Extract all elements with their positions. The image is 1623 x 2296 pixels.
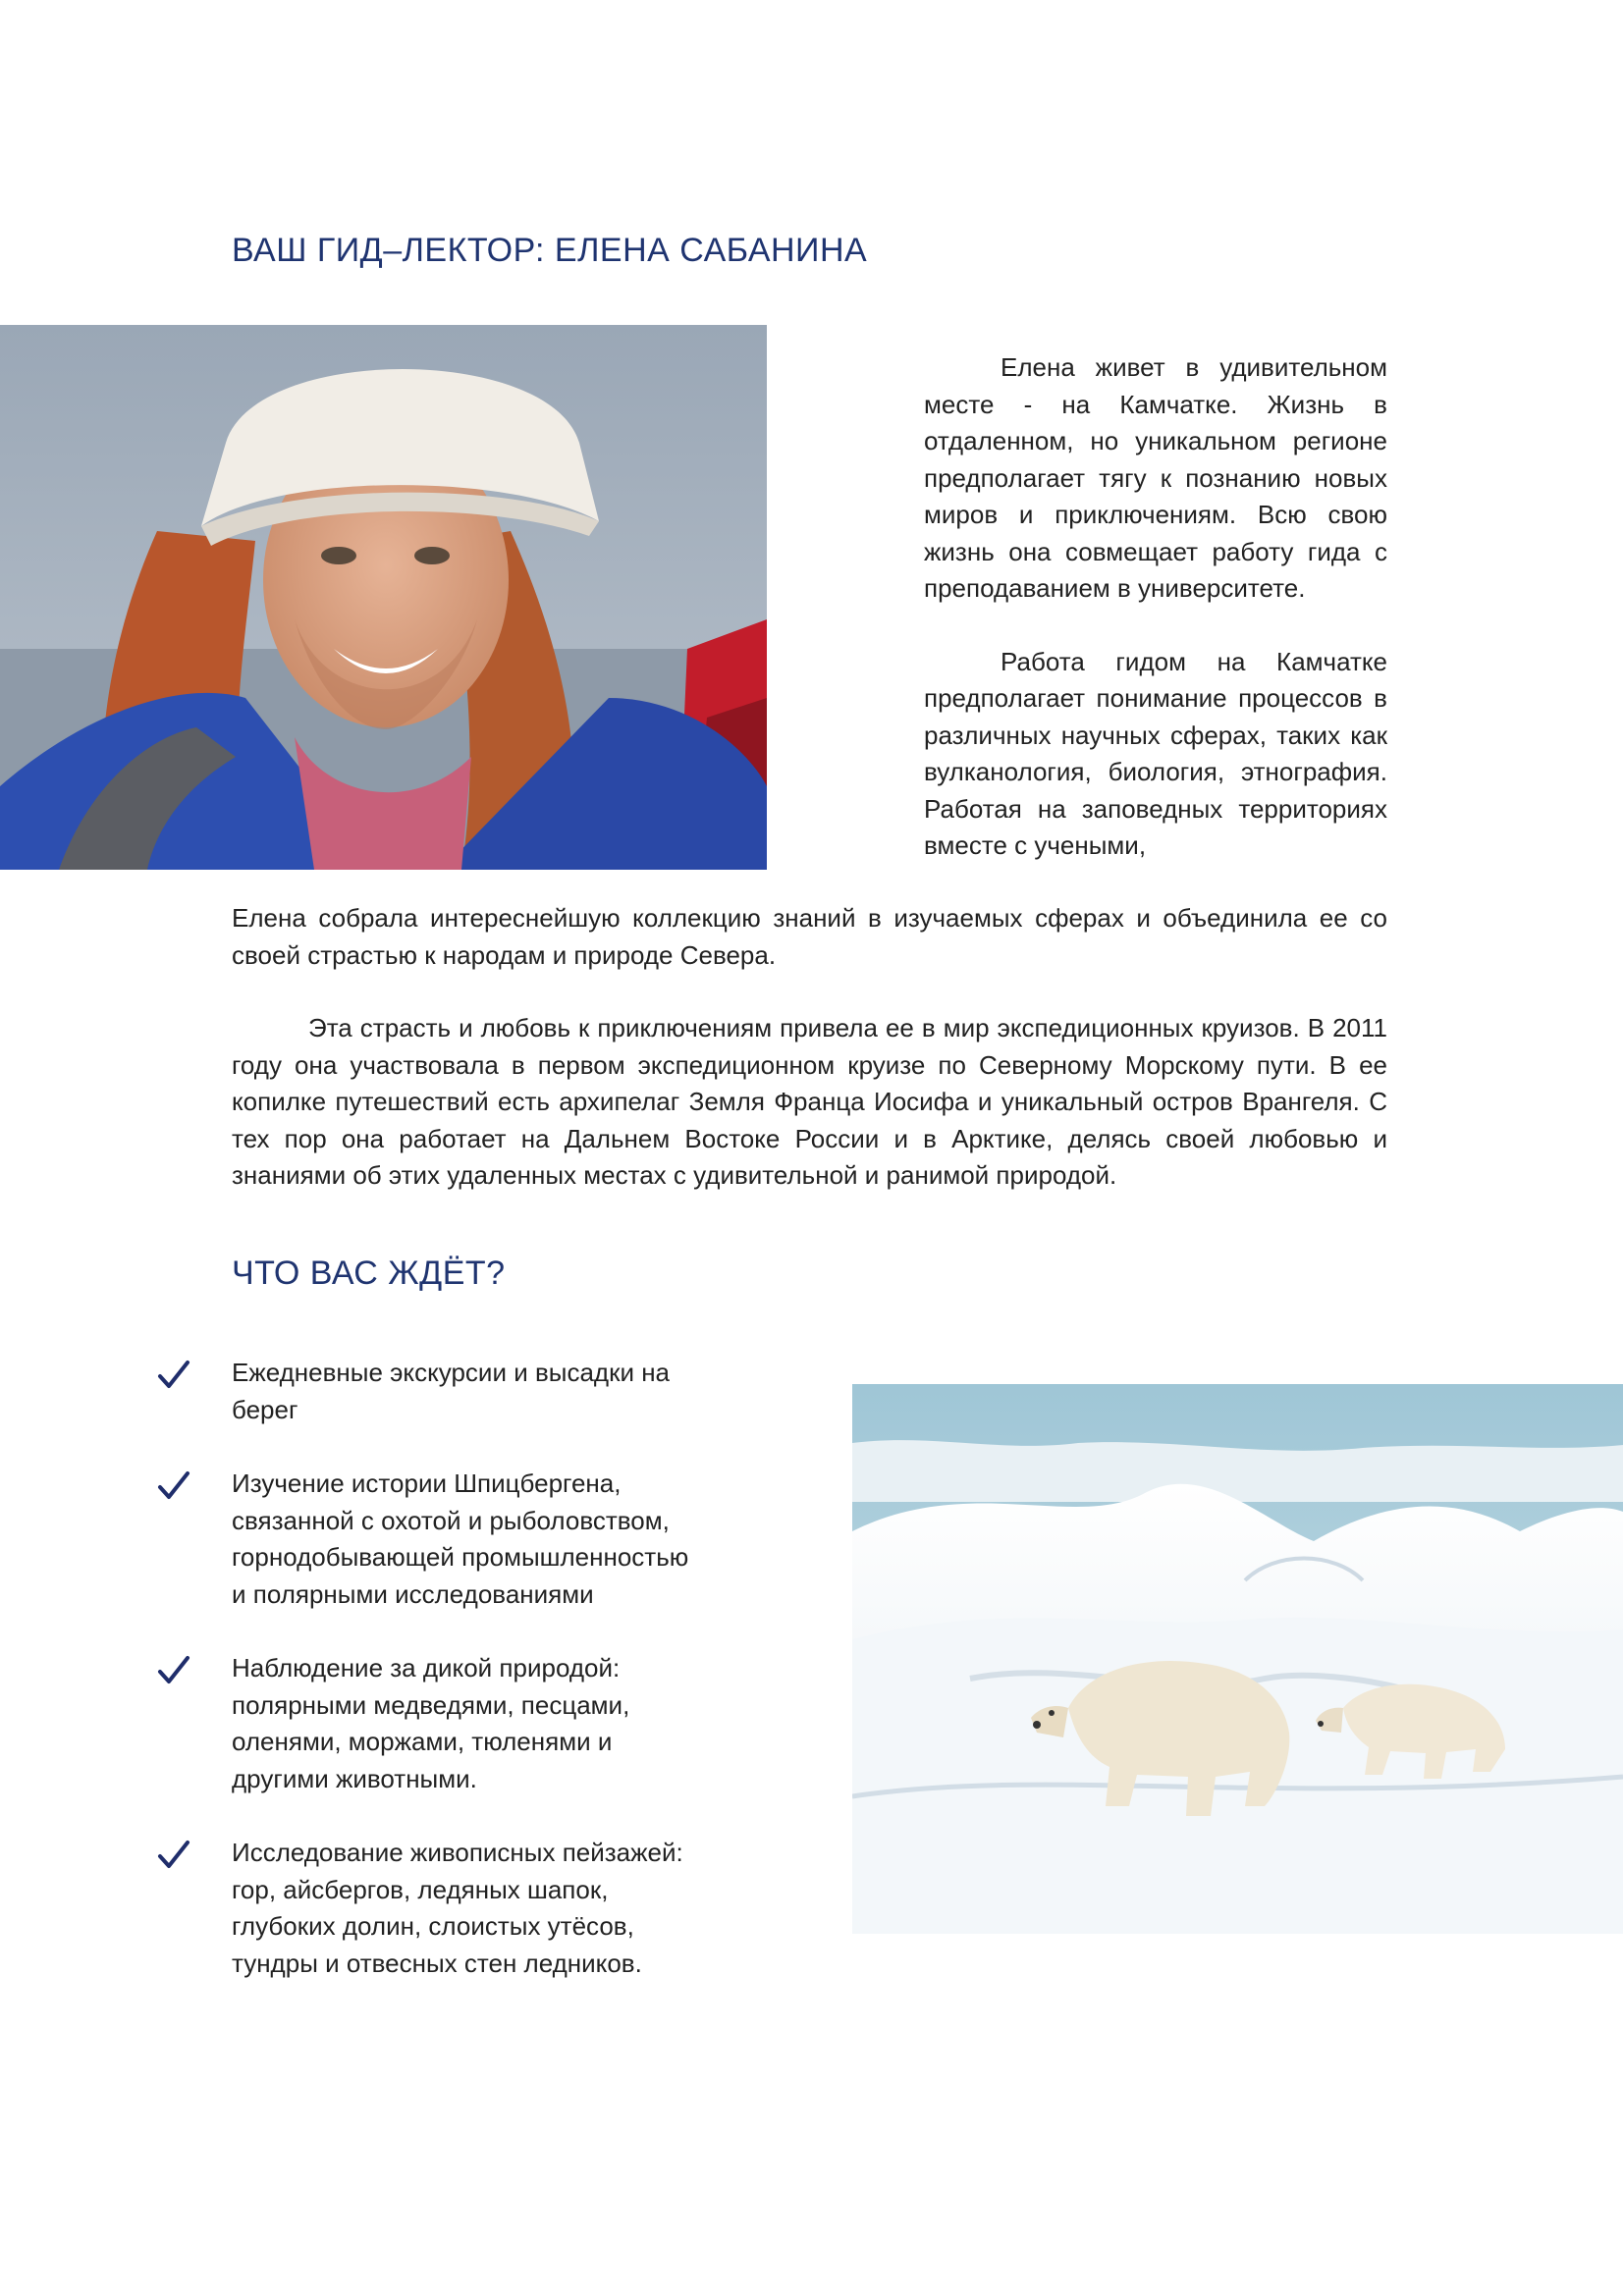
expectations-list xyxy=(147,1355,697,1982)
list-item-text: Исследование живописных пейзажей: гор, айсбергов, ледяных шапок, глубоких долин, слоистых утёсов, тундры и отвесных стен ледников. xyxy=(232,1838,683,1978)
expect-section-heading: ЧТО ВАС ЖДЁТ? xyxy=(232,1255,506,1292)
checkmark-icon xyxy=(157,1654,190,1687)
list-item xyxy=(147,1466,697,1613)
list-item xyxy=(147,1355,697,1428)
polar-bears-photo xyxy=(852,1384,1623,1934)
list-item xyxy=(147,1835,697,1982)
guide-section-heading: ВАШ ГИД–ЛЕКТОР: ЕЛЕНА САБАНИНА xyxy=(232,232,868,269)
list-item xyxy=(147,1650,697,1797)
guide-paragraph-3: Эта страсть и любовь к приключениям привела ее в мир экспедиционных круизов. В 2011 году она участвовала в первом экспедиционном круизе по Северному Морскому пути. В ее копилке путешествий есть архипелаг Земля Франца Иосифа и уникальный остров Врангеля. С тех пор она работает на Дальнем Востоке России и в Арктике, делясь своей любовью и знаниями об этих удаленных местах с удивительной и ранимой природой. xyxy=(232,1013,1387,1190)
list-item-text: Наблюдение за дикой природой: полярными медведями, песцами, оленями, моржами, тюленями и другими животными. xyxy=(232,1653,630,1793)
guide-paragraph-2: Работа гидом на Камчатке предполагает понимание процессов в различных научных сферах, таких как вулканология, биология, этнография. Работая на заповедных территориях вместе с учеными, xyxy=(924,646,1387,860)
list-item-text: Ежедневные экскурсии и высадки на берег xyxy=(232,1358,671,1424)
checkmark-icon xyxy=(157,1359,190,1392)
guide-paragraph-1: Елена живет в удивительном месте - на Камчатке. Жизнь в отдаленном, но уникальном регионе предполагает тягу к познанию новых миров и приключениям. Всю свою жизнь она совмещает работу гида с преподаванием в университете. xyxy=(924,352,1387,603)
checkmark-icon xyxy=(157,1839,190,1872)
guide-paragraph-2-continued: Елена собрала интереснейшую коллекцию знаний в изучаемых сферах и объединила ее со своей страстью к народам и природе Севера. xyxy=(232,903,1387,970)
guide-portrait-photo xyxy=(0,325,767,870)
checkmark-icon xyxy=(157,1469,190,1503)
list-item-text: Изучение истории Шпицбергена, связанной с охотой и рыболовством, горнодобывающей промышленностью и полярными исследованиями xyxy=(232,1468,689,1609)
